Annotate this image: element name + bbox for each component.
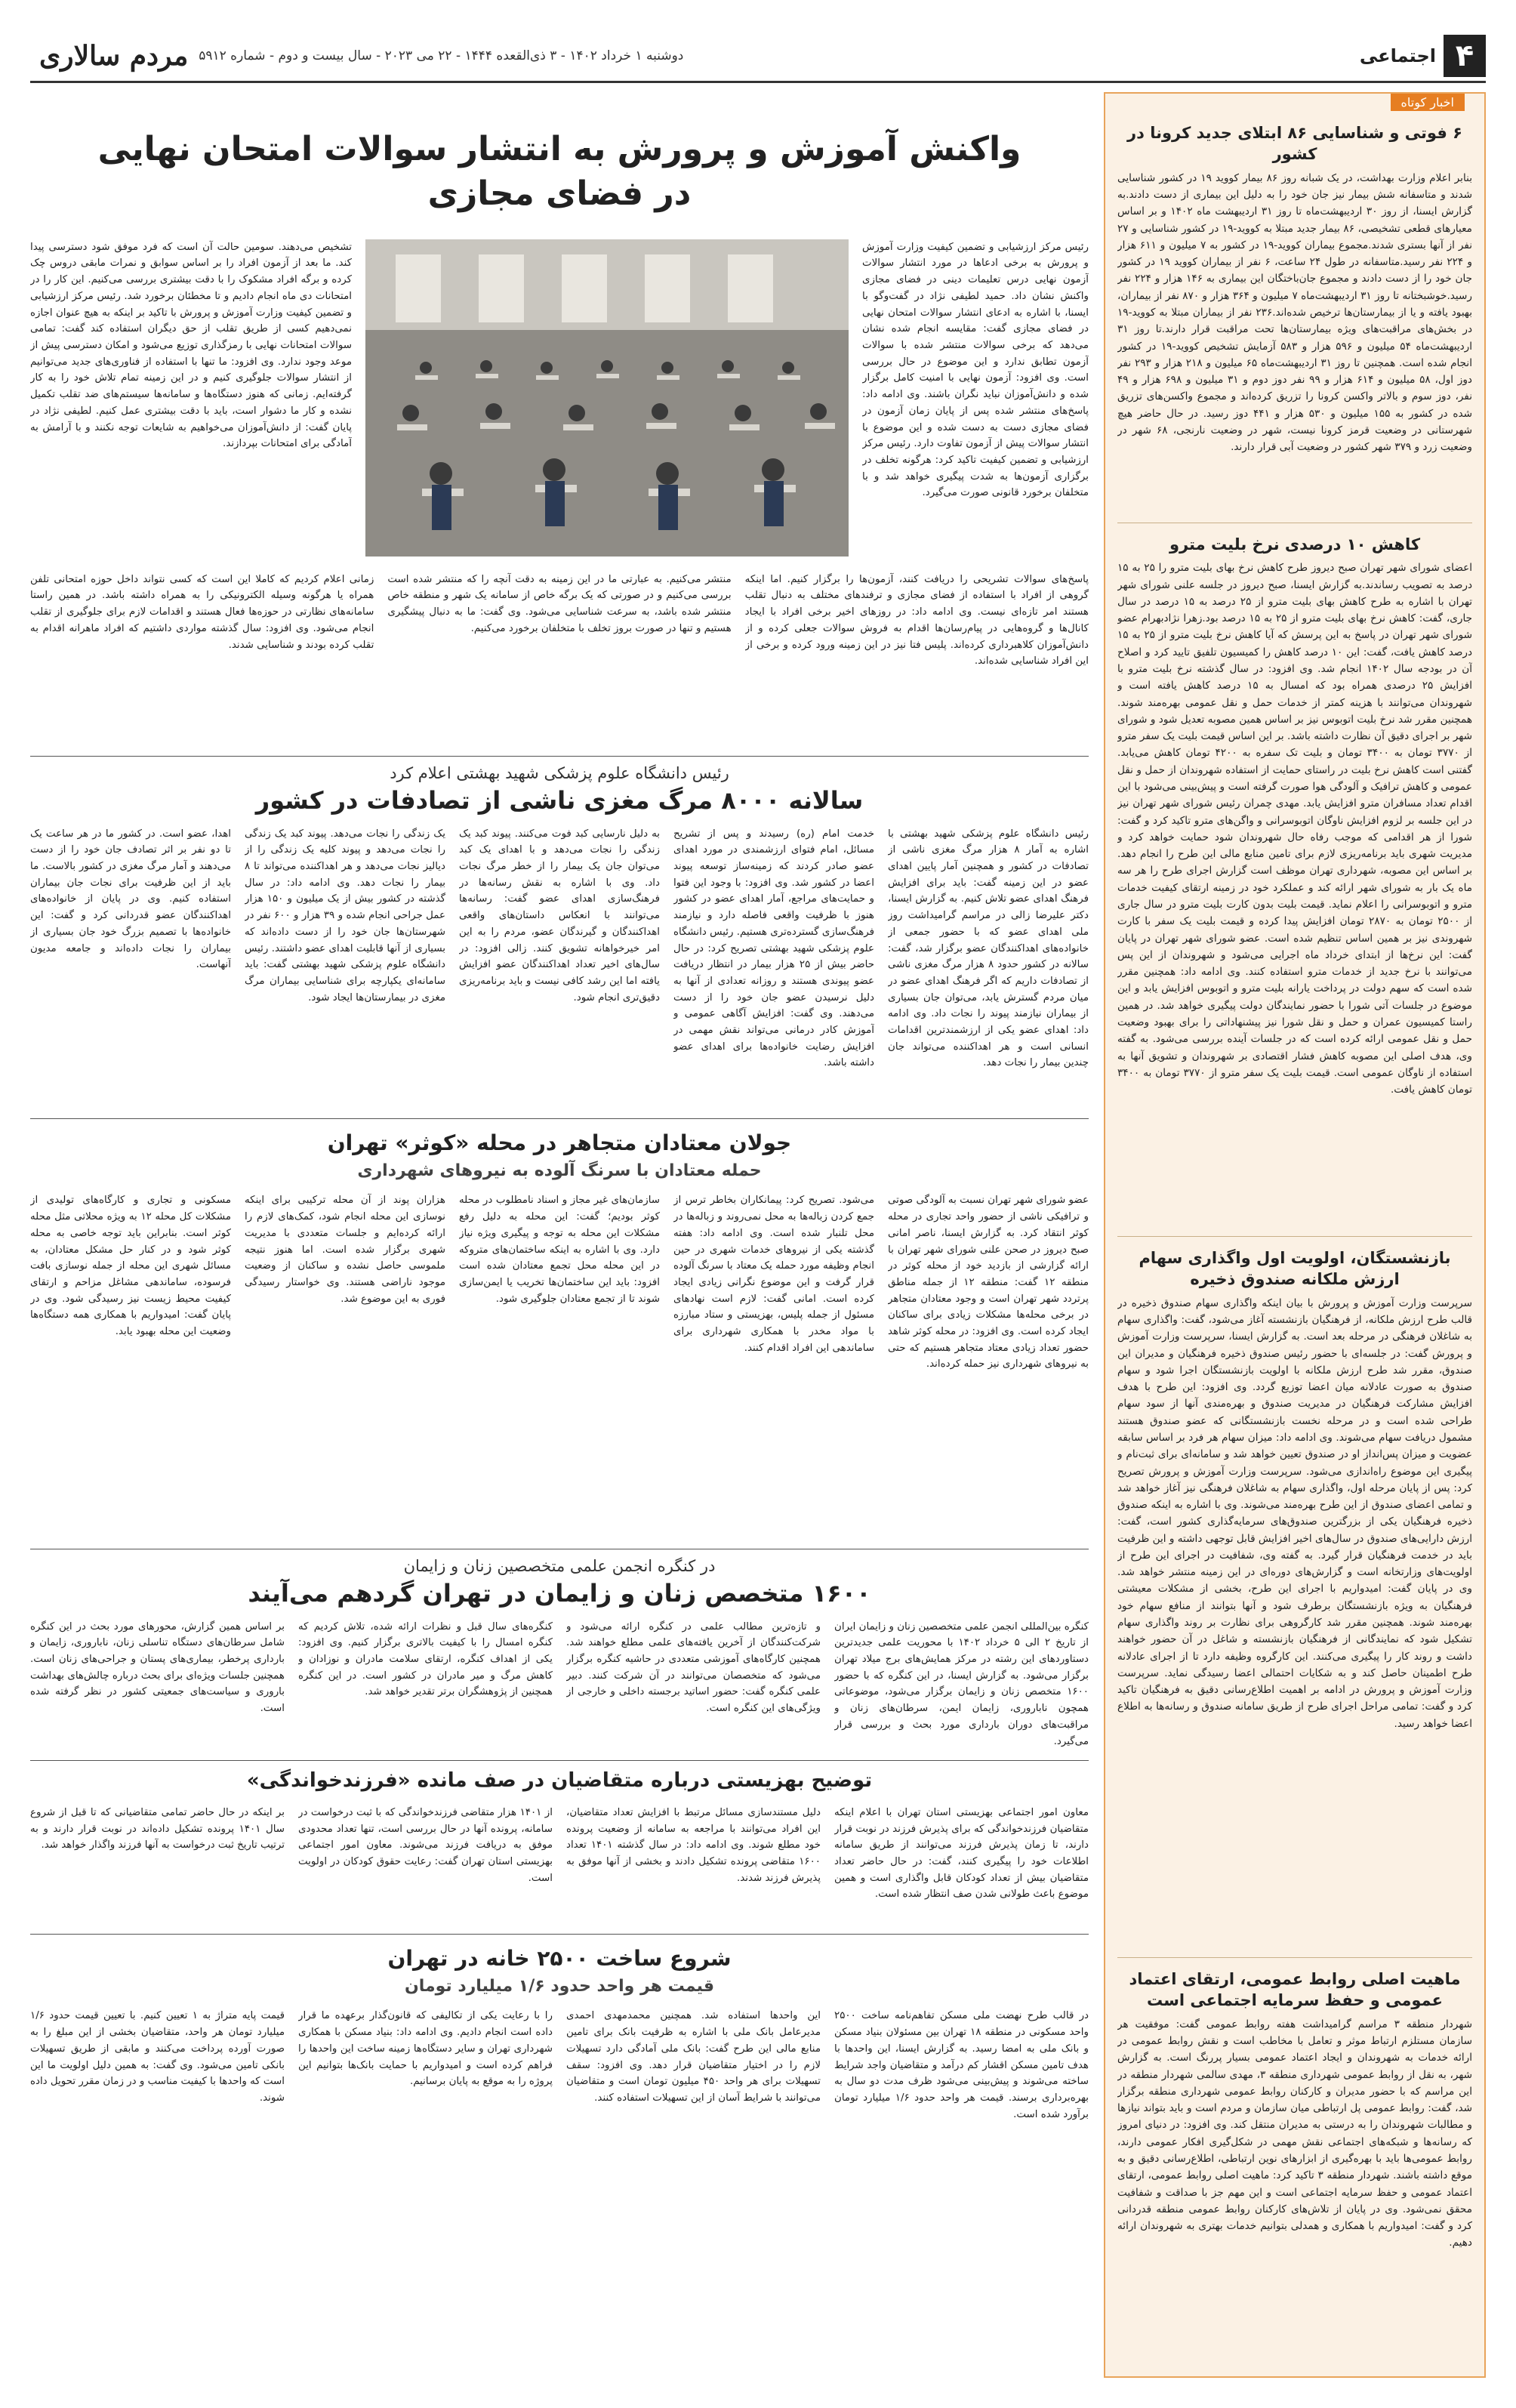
article-body xyxy=(30,2002,1089,2369)
article-column: تشخیص می‌دهند. سومین حالت آن است که فرد موفق شود دسترسی پیدا کند. ما بعد از آزمون افراد را بر اساس سوابق و نمرات مابقی دروس چک کرده و برگه افراد مشکوک را با دقت بیشتری بررسی می‌کنیم. این کار را در امتحانات دی ماه انجام دادیم و تا مخطئان برخورد شد. رئیس مرکز ارزشیابی و تضمین کیفیت وزارت آموزش و پرورش با تاکید بر اینکه به هیچ عنوان اجازه نمی‌دهیم کسی از طریق تقلب از حق دیگران استفاده کند گفت: تمامی سوالات امتحانات نهایی با رمزگذاری توزیع می‌شود و امکان دسترسی پیش از موعد وجود ندارد. وی افزود: ما تنها با استفاده از فناوری‌های جدید می‌توانیم از انتشار سوالات جلوگیری کنیم و در این زمینه تمام تلاش خود را به کار گرفته‌ایم. زمانی که هنوز دستگاه‌ها و سامانه‌ها سیستم‌های ضد تقلب تکمیل نشده و کار ما دشوار است، باید با دقت بیشتری عمل کنیم. لطیفی نژاد در پایان گفت: از دانش‌آموزان می‌خواهیم به شایعات توجه نکنند و با آرامش به آمادگی برای امتحانات بپردازند. xyxy=(30,241,352,450)
sidebar-news-title: ۶ فوتی و شناسایی ۸۶ ابتلای جدید کرونا در کشور xyxy=(1127,124,1462,164)
article-body xyxy=(30,820,1089,1119)
section-label xyxy=(1360,35,1486,77)
article-kicker: در کنگره انجمن علمی متخصصین زنان و زایمان xyxy=(403,1557,716,1575)
article-column: و تازه‌ترین مطالب علمی در کنگره ارائه می‌شود و شرکت‌کنندگان از آخرین یافته‌های علمی مطلع خواهند شد. همچنین کارگاه‌های آموزشی متعددی در حاشیه کنگره برگزار می‌شود که متخصصان می‌توانند در آن شرکت کنند. دبیر علمی کنگره گفت: حضور اساتید برجسته داخلی و خارجی از ویژگی‌های این کنگره است. xyxy=(566,1620,821,1715)
sidebar-news-body: بنابر اعلام وزارت بهداشت، در یک شبانه روز ۸۶ بیمار کووید ۱۹ در کشور شناسایی شدند و متاسفانه شش بیمار نیز جان خود را به دلیل این بیماری از دست دادند.به گزارش ایسنا، از روز ۳۰ اردیبهشت‌ماه تا روز ۳۱ اردیبهشت ماه ۱۴۰۲ و بر اساس معیارهای قطعی تشخیصی، ۸۶ بیمار جدید مبتلا به کووید-۱۹ در کشور شناسایی و ۲۷ نفر از آنها بستری شدند.مجموع بیماران کووید-۱۹ در کشور به ۷ میلیون و ۶۱۱ هزار و ۲۲۴ نفر رسید.متاسفانه در طول ۲۴ ساعت، ۶ نفر از بیماران کووید ۱۹ در کشور جان خود را از دست دادند و مجموع جان‌باختگان این بیماری به ۱۴۶ هزار و ۲۲۴ نفر رسید.خوشبختانه تا روز ۳۱ اردیبهشت‌ماه ۷ میلیون و ۳۶۴ هزار و ۸۷۰ نفر از بیماران، بهبود یافته و یا از بیمارستان‌ها ترخیص شده‌اند.۲۳۶ نفر از بیماران مبتلا به کووید-۱۹ در بخش‌های مراقبت‌های ویژه بیمارستان‌ها تحت مراقبت قرار دارند.تا روز ۳۱ اردیبهشت‌ماه ۵۴ میلیون و ۵۹۶ هزار و ۵۸۳ آزمایش تشخیص کووید-۱۹ در کشور انجام شده است. همچنین تا روز ۳۱ اردیبهشت‌ماه ۶۵ میلیون و ۲۱۸ هزار و ۲۹۳ نفر دوز اول، ۵۸ میلیون و ۶۱۴ هزار و ۹۹ نفر دوز دوم و ۳۱ میلیون و ۶۹۸ هزار و ۴۹ نفر، دوز سوم و بالاتر واکسن کرونا را تزریق کرده‌اند و مجموع واکسن‌های تزریق شده در کشور به ۱۵۵ میلیون و ۵۳۰ هزار و ۴۴۱ دوز رسید. در حال حاضر هیچ شهرستانی در وضعیت قرمز کرونا نیست، شهر در وضعیت نارنجی، ۶۸ شهر در وضعیت زرد و ۳۷۹ شهر کشور در وضعیت آبی قرار دارند. xyxy=(1117,171,1472,454)
article-column: قیمت پایه متراژ به ۱ تعیین کنیم. با تعیین قیمت حدود ۱/۶ میلیارد تومان هر واحد، متقاضیان بخشی از این مبلغ را به صورت آورده پرداخت می‌کنند و مابقی از طریق تسهیلات بانکی تامین می‌شود. وی گفت: به همین دلیل اولویت ما این است که واحدها با کیفیت مناسب و در زمان مقرر تحویل داده شوند. xyxy=(30,2010,285,2104)
article-column: مسکونی و تجاری و کارگاه‌های تولیدی از مشکلات کل محله ۱۲ به ویژه محلاتی مثل محله کوثر است. بنابراین باید توجه خاصی به محله کوثر شود و در کنار حل مشکل معتادان، به مسائل شهری این محله از جمله نوسازی بافت فرسوده، ساماندهی مشاغل مزاحم و ارتقای کیفیت محیط زیست نیز رسیدگی شود. وی در پایان گفت: امیدواریم با همکاری همه دستگاه‌ها وضعیت این محله بهبود یابد. xyxy=(30,1195,231,1338)
sidebar-news-title: ماهیت اصلی روابط عمومی، ارتقای اعتماد عمومی و حفظ سرمایه اجتماعی است xyxy=(1129,1970,1461,2010)
exam-hall-photo xyxy=(365,239,849,557)
article-body xyxy=(30,239,1089,564)
article-column: کنگره بین‌المللی انجمن علمی متخصصین زنان و زایمان ایران از تاریخ ۲ الی ۵ خرداد ۱۴۰۲ با محوریت علمی جدیدترین دستاوردهای این رشته در مرکز همایش‌های برج میلاد تهران برگزار می‌شود. به گزارش ایسنا، در این کنگره که با حضور ۱۶۰۰ متخصص زنان و زایمان برگزار می‌شود، موضوعاتی همچون ناباروری، زایمان ایمن، سرطان‌های زنان و مراقبت‌های دوران بارداری مورد بحث و بررسی قرار می‌گیرد. xyxy=(834,1620,1089,1747)
section-name: اجتماعی xyxy=(1359,45,1436,66)
article-column: اهدا، عضو است. در کشور ما در هر ساعت یک تا دو نفر بر اثر تصادف جان خود را از دست می‌دهند و آمار مرگ مغزی در کشور بالاست. ما باید از این ظرفیت برای نجات جان بیماران استفاده کنیم. وی در پایان از خانواده‌های اهداکنندگان عضو قدردانی کرد و گفت: این خانواده‌ها با تصمیم بزرگ خود جان بسیاری از بیماران را نجات داده‌اند و جامعه مدیون آنهاست. xyxy=(30,828,231,971)
article-column: معاون امور اجتماعی بهزیستی استان تهران با اعلام اینکه متقاضیان فرزندخواندگی که برای پذیرش فرزند در نوبت قرار دارند، تا زمان پذیرش فرزند می‌توانند از طریق سامانه اطلاعات خود را پیگیری کنند، گفت: در حال حاضر تعداد متقاضیان بیش از تعداد کودکان قابل واگذاری است و همین موضوع باعث طولانی شدن صف انتظار شده است. xyxy=(834,1806,1089,1901)
sidebar-news-body: شهردار منطقه ۳ مراسم گرامیداشت هفته روابط عمومی گفت: موفقیت هر سازمان مستلزم ارتباط موثر و تعامل با مخاطب است و نقش روابط عمومی در ارائه خدمات به شهروندان و ایجاد اعتماد عمومی بسیار پررنگ است. به گزارش شهر، به نقل از روابط عمومی شهرداری منطقه ۳، مهدی سالمی شهردار منطقه در این مراسم که با حضور مدیران و کارکنان روابط عمومی شهرداری منطقه برگزار شد، گفت: روابط عمومی پل ارتباطی میان سازمان و مردم است و باید بتواند نیازها و مطالبات شهروندان را به درستی به مدیران منتقل کند. وی افزود: در دنیای امروز که رسانه‌ها و شبکه‌های اجتماعی نقش مهمی در شکل‌گیری افکار عمومی دارند، روابط عمومی‌ها باید با بهره‌گیری از ابزارهای نوین ارتباطی، اطلاع‌رسانی دقیق و به موقع داشته باشند. شهردار منطقه ۳ تاکید کرد: ماهیت اصلی روابط عمومی، ارتقای اعتماد عمومی و حفظ سرمایه اجتماعی است و این مهم جز با صداقت و شفافیت محقق نمی‌شود. وی در پایان از تلاش‌های کارکنان روابط عمومی منطقه قدردانی کرد و گفت: امیدواریم با همکاری و همدلی بتوانیم خدمات بهتری به شهروندان ارائه دهیم. xyxy=(1117,2018,1472,2249)
article-subheadline: حمله معتادان با سرنگ آلوده به نیروهای شهرداری xyxy=(357,1161,762,1181)
article-column: رئیس دانشگاه علوم پزشکی شهید بهشتی با اشاره به آمار ۸ هزار مرگ مغزی ناشی از تصادفات در کشور و همچنین آمار پایین اهدای عضو در این زمینه گفت: باید برای افزایش فرهنگ اهدای عضو تلاش کنیم. به گزارش ایسنا، دکتر علیرضا زالی در مراسم گرامیداشت روز ملی اهدای عضو که با حضور جمعی از خانواده‌های اهداکنندگان عضو برگزار شد، گفت: سالانه در کشور حدود ۸ هزار مرگ مغزی ناشی از تصادفات داریم که اگر فرهنگ اهدای عضو در میان مردم گسترش یابد، می‌توان جان بسیاری از بیماران نیازمند پیوند را نجات داد. وی ادامه داد: اهدای عضو یکی از ارزشمندترین اقدامات انسانی است و هر اهداکننده می‌تواند جان چندین بیمار را نجات دهد. xyxy=(888,828,1089,1069)
sidebar-news-item xyxy=(1117,1247,1472,1950)
article-exam-questions xyxy=(30,92,1089,757)
newspaper-logo: مردم سالاری xyxy=(39,39,189,72)
article-gynecology-congress xyxy=(30,1549,1089,1761)
article-column: رئیس مرکز ارزشیابی و تضمین کیفیت وزارت آموزش و پرورش به برخی ادعاها در مورد انتشار سوالات آزمون نهایی درس تعلیمات دینی در فضای مجازی واکنش نشان داد. حمید لطیفی نژاد در گفت‌وگو با ایسنا، با اشاره به ادعای انتشار سوالات امتحان نهایی در فضای مجازی گفت: مقایسه انجام شده نشان می‌دهد که برخی سوالات منتشر شده با سوالات آزمون تطابق ندارد و این موضوع در حال بررسی است. وی افزود: آزمون نهایی با امنیت کامل برگزار شده و دانش‌آموزان نباید نگران باشند. وی ادامه داد: پاسخ‌های منتشر شده پس از پایان زمان آزمون در فضای مجازی دست به دست شده و این موضوع با انتشار سوالات پیش از آزمون تفاوت دارد. رئیس مرکز ارزشیابی و تضمین کیفیت تاکید کرد: هرگونه تخلف در برگزاری آزمون‌ها به شدت پیگیری خواهد شد و با متخلفان برخورد قانونی صورت می‌گیرد. xyxy=(862,241,1089,499)
article-column: به دلیل نارسایی کبد فوت می‌کنند. پیوند کبد یک زندگی را نجات می‌دهد و با اهدای یک کبد می‌توان جان یک بیمار را از خطر مرگ نجات داد. وی با اشاره به نقش رسانه‌ها در فرهنگ‌سازی اهدای عضو گفت: رسانه‌ها می‌توانند با انعکاس داستان‌های واقعی اهداکنندگان و گیرندگان عضو، مردم را به این امر خیرخواهانه تشویق کنند. زالی افزود: در سال‌های اخیر تعداد اهداکنندگان عضو افزایش یافته اما این رشد کافی نیست و باید برنامه‌ریزی دقیق‌تری انجام شود. xyxy=(459,828,660,1004)
article-body-lower xyxy=(30,572,1089,723)
article-column: بر اینکه در حال حاضر تمامی متقاضیانی که تا قبل از شروع سال ۱۴۰۱ پرونده تشکیل داده‌اند در نوبت قرار دارند و به ترتیب تاریخ ثبت درخواست به آنها فرزند واگذار خواهد شد. xyxy=(30,1806,285,1851)
article-housing xyxy=(30,1935,1089,2373)
article-headline: ۱۶۰۰ متخصص زنان و زایمان در تهران گردهم می‌آیند xyxy=(248,1579,871,1608)
sidebar-tag: اخبار کوتاه xyxy=(1391,94,1465,111)
article-adoption xyxy=(30,1761,1089,1935)
article-kowsar-addicts xyxy=(30,1119,1089,1549)
article-column: یک زندگی را نجات می‌دهد. پیوند کبد یک زندگی را نجات می‌دهد و پیوند کلیه یک زندگی را از دیالیز نجات می‌دهد و هر اهداکننده می‌تواند تا ۸ بیمار را نجات دهد. وی ادامه داد: در سال گذشته در کشور بیش از یک میلیون و ۱۵۰ هزار عمل جراحی انجام شده و ۳۹ هزار و ۶۰۰ نفر در شهرستان‌ها جان خود را از دست داده‌اند که بسیاری از آنها قابلیت اهدای عضو داشتند. رئیس دانشگاه علوم پزشکی شهید بهشتی گفت: باید سامانه‌ای یکپارچه برای شناسایی بیماران مرگ مغزی در بیمارستان‌ها ایجاد شود. xyxy=(245,828,445,1004)
issue-info xyxy=(30,40,683,72)
article-column: سازمان‌های غیر مجاز و اسناد نامطلوب در محله کوثر بودیم؛ گفت: این محله به دلیل رفع مشکلات این محله به توجه و پیگیری ویژه نیاز دارد. وی با اشاره به اینکه ساختمان‌های متروکه در این محله محل تجمع معتادان شده است افزود: باید این ساختمان‌ها تخریب یا ایمن‌سازی شوند تا از تجمع معتادان جلوگیری شود. xyxy=(459,1195,660,1305)
sidebar-news-body: اعضای شورای شهر تهران صبح دیروز طرح کاهش نرخ بهای بلیت مترو را ۲۵ به ۱۵ درصد به تصویب رساندند.به گزارش ایسنا، صبح دیروز در جلسه علنی شورای شهر تهران با اشاره به طرح کاهش بهای بلیت مترو از ۲۵ درصد به ۱۵ درصد در سال جاری، گفت: کاهش نرخ بهای بلیت مترو از ۲۵ به ۱۵ درصد بود.زهرا نژادبهرام عضو شورای شهر تهران در پاسخ به این پرسش که آیا کاهش نرخ بلیت مترو از ۲۵ به ۱۵ درصد کاهش یافت، گفت: این ۱۰ درصد کاهش را کمیسیون تلفیق تایید کرد و اصلاح آن در بودجه سال ۱۴۰۲ انجام شد. وی افزود: در سال گذشته نرخ بلیت مترو با افزایش ۲۵ درصدی همراه بود که امسال به ۱۵ درصد کاهش یافته است و شهروندان می‌توانند با هزینه کمتر از خدمات حمل و نقل عمومی بهره‌مند شوند. همچنین مقرر شد نرخ بلیت اتوبوس نیز بر اساس همین مصوبه تعدیل شود و شورای شهر بر اجرای دقیق آن نظارت داشته باشد. بر این اساس قیمت بلیت یک سفر مترو از ۳۷۷۰ تومان به ۳۴۰۰ تومان و بلیت تک سفره به ۴۲۰۰ تومان کاهش می‌یابد. گفتنی است کاهش نرخ بلیت در راستای حمایت از استفاده شهروندان از حمل و نقل عمومی و کاهش ترافیک و آلودگی هوا صورت گرفته است و پیش‌بینی می‌شود با این اقدام تعداد مسافران مترو افزایش یابد. مهدی چمران رئیس شورای شهر تهران نیز در این جلسه بر لزوم افزایش ناوگان اتوبوسرانی و واگن‌های مترو تاکید کرد و گفت: شورا از هر اقدامی که موجب رفاه حال شهروندان شود حمایت خواهد کرد و مدیریت شهری باید برنامه‌ریزی لازم برای تامین منابع مالی این طرح را انجام دهد. بر اساس این مصوبه، شهرداری تهران موظف است گزارش اجرای طرح را هر سه ماه یک بار به شورای شهر ارائه کند و عملکرد خود در زمینه ارتقای کیفیت خدمات مترو و اتوبوسرانی را اعلام نماید. قیمت بلیت بدون کارت بلیت مترو در سال جاری از ۲۵۰۰ تومان به ۲۸۷۰ تومان افزایش پیدا کرده و قیمت بلیت یک سفر با کارت شهروندی نیز بر همین اساس تنظیم شده است. عضو شورای شهر تهران در پایان گفت: این نرخ‌ها از ابتدای خرداد ماه اجرایی می‌شود و شهروندان از این پس می‌توانند با نرخ جدید از خدمات مترو استفاده کنند. وی ادامه داد: همچنین مقرر شده است که سهم دولت در پرداخت یارانه بلیت مترو و اتوبوس افزایش یابد و این موضوع در جلسات آتی شورا با حضور نمایندگان دولت پیگیری خواهد شد. در همین راستا کمیسیون عمران و حمل و نقل شورا نیز پیشنهاداتی را برای بهبود وضعیت حمل و نقل عمومی ارائه کرده است که در جلسات آینده بررسی می‌شود. به گفته وی، هدف اصلی این مصوبه کاهش فشار اقتصادی بر شهروندان و تشویق آنها به استفاده از ناوگان عمومی است. قیمت بلیت یک سفر مترو از ۳۷۷۰ تومان به ۳۴۰۰ تومان کاهش یافت. xyxy=(1117,562,1472,1096)
article-brain-death xyxy=(30,757,1089,1119)
article-body xyxy=(30,1613,1089,1761)
section-number: ۴ xyxy=(1444,35,1486,77)
article-headline: سالانه ۸۰۰۰ مرگ مغزی ناشی از تصادفات در کشور xyxy=(255,786,864,815)
article-column: می‌شود. تصریح کرد: پیمانکاران بخاطر ترس از جمع کردن زباله‌ها به محل نمی‌روند و زباله‌ها در محل تلنبار شده است. وی ادامه داد: هفته گذشته یکی از نیروهای خدمات شهری در حین انجام وظیفه مورد حمله یک معتاد با سرنگ آلوده قرار گرفت و این موضوع نگرانی زیادی ایجاد کرده است. امانی گفت: لازم است نهادهای مسئول از جمله پلیس، بهزیستی و ستاد مبارزه با مواد مخدر با همکاری شهرداری برای ساماندهی این افراد اقدام کنند. xyxy=(673,1195,874,1354)
article-headline: شروع ساخت ۲۵۰۰ خانه در تهران xyxy=(387,1946,732,1971)
article-column: عضو شورای شهر تهران نسبت به آلودگی صوتی و ترافیکی ناشی از حضور واحد تجاری در محله کوثر انتقاد کرد. به گزارش ایسنا، ناصر امانی صبح دیروز در صحن علنی شورای شهر تهران با ارائه گزارشی از بازدید خود از محله کوثر در منطقه ۱۲ گفت: منطقه ۱۲ از جمله مناطق پرتردد شهر تهران است و وجود معتادان متجاهر در برخی محله‌ها مشکلات زیادی برای ساکنان ایجاد کرده است. وی افزود: در محله کوثر شاهد حضور تعداد زیادی معتاد متجاهر هستیم که حتی به نیروهای شهرداری نیز حمله کرده‌اند. xyxy=(888,1195,1089,1370)
page-header xyxy=(30,30,1486,83)
article-column: کنگره‌های سال قبل و نظرات ارائه شده، تلاش کردیم که کنگره امسال را با کیفیت بالاتری برگزار کنیم. وی افزود: یکی از اهداف کنگره، ارتقای سلامت مادران و نوزادان و کاهش مرگ و میر مادران در کشور است. در این کنگره همچنین از پژوهشگران برتر تقدیر خواهد شد. xyxy=(298,1620,553,1698)
main-content xyxy=(30,92,1089,2378)
article-body xyxy=(30,1799,1089,1939)
article-headline: جولان معتادان متجاهر در محله «کوثر» تهران xyxy=(327,1130,792,1155)
sidebar-news-title: کاهش ۱۰ درصدی نرخ بلیت مترو xyxy=(1169,535,1421,553)
article-column: در قالب طرح نهضت ملی مسکن تفاهم‌نامه ساخت ۲۵۰۰ واحد مسکونی در منطقه ۱۸ تهران بین مسئولان بنیاد مسکن و بانک ملی به امضا رسید. به گزارش ایسنا، این واحدها با هدف تامین مسکن اقشار کم درآمد و متقاضیان واجد شرایط ساخته می‌شوند و پیش‌بینی می‌شود ظرف مدت دو سال به بهره‌برداری برسند. قیمت هر واحد حدود ۱/۶ میلیارد تومان برآورد شده است. xyxy=(834,2010,1089,2120)
issue-date-line: دوشنبه ۱ خرداد ۱۴۰۲ - ۳ ذی‌القعده ۱۴۴۴ - ۲۲ می ۲۰۲۳ - سال بیست و دوم - شماره ۵۹۱۲ xyxy=(199,48,684,63)
article-headline: توضیح بهزیستی درباره متقاضیان در صف مانده «فرزندخواندگی» xyxy=(246,1769,873,1792)
article-column: زمانی اعلام کردیم که کاملا این است که کسی نتواند داخل حوزه امتحانی تلفن همراه یا هرگونه وسیله الکترونیکی را به همراه داشته باشد. در همین راستا سامانه‌های نظارتی در حوزه‌ها فعال هستند و اقدامات لازم برای جلوگیری از تقلب انجام می‌شود. وی افزود: سال گذشته مواردی داشتیم که افراد ماهرانه اقدام به تقلب کرده بودند و شناسایی شدند. xyxy=(30,573,374,651)
article-body xyxy=(30,1186,1089,1531)
divider xyxy=(1117,1236,1472,1237)
article-column: این واحدها استفاده شد. همچنین محمدمهدی احمدی مدیرعامل بانک ملی با اشاره به ظرفیت بانک برای تامین منابع مالی این طرح گفت: بانک ملی آمادگی دارد تسهیلات لازم را در اختیار متقاضیان قرار دهد. وی افزود: سقف تسهیلات برای هر واحد ۴۵۰ میلیون تومان است و متقاضیان می‌توانند با شرایط آسان از این تسهیلات استفاده کنند. xyxy=(566,2010,821,2104)
article-column: از ۱۴۰۱ هزار متقاضی فرزندخواندگی که با ثبت درخواست در سامانه، پرونده آنها در حال بررسی است، تنها تعداد محدودی موفق به دریافت فرزند می‌شوند. معاون امور اجتماعی بهزیستی استان تهران گفت: رعایت حقوق کودکان در اولویت است. xyxy=(298,1806,553,1884)
article-column: را با رعایت یکی از تکالیفی که قانون‌گذار برعهده ما قرار داده است انجام دادیم. وی ادامه داد: بنیاد مسکن با همکاری شهرداری تهران و سایر دستگاه‌ها زمینه ساخت این واحدها را فراهم کرده است و امیدواریم با حمایت بانک‌ها بتوانیم این پروژه را به موقع به پایان برسانیم. xyxy=(298,2010,553,2088)
article-column: هزاران پوند از آن محله ترکیبی برای اینکه نوسازی این محله انجام شود، کمک‌های لازم را ارائه کرده‌ایم و جلسات متعددی با مدیریت شهری برگزار شده است. اما هنوز نتیجه ملموسی حاصل نشده و ساکنان از وضعیت موجود ناراضی هستند. وی خواستار رسیدگی فوری به این موضوع شد. xyxy=(245,1195,445,1305)
sidebar-news-title: بازنشستگان، اولویت اول واگذاری سهام ارزش ملکانه صندوق ذخیره xyxy=(1139,1249,1451,1289)
article-column: دلیل مستندسازی مسائل مرتبط با افزایش تعداد متقاضیان، این افراد می‌توانند با مراجعه به سامانه از وضعیت پرونده خود مطلع شوند. وی ادامه داد: در سال گذشته ۱۴۰۱ تعداد ۱۶۰۰ متقاضی پرونده تشکیل دادند و بخشی از آنها موفق به پذیرش فرزند شدند. xyxy=(566,1806,821,1884)
divider xyxy=(1117,1957,1472,1958)
article-column: بر اساس همین گزارش، محورهای مورد بحث در این کنگره شامل سرطان‌های دستگاه تناسلی زنان، ناباروری، زایمان و بارداری پرخطر، بیماری‌های پستان و جراحی‌های زنان است. همچنین جلسات ویژه‌ای برای بحث درباره چالش‌های بهداشت باروری و سیاست‌های جمعیتی کشور در نظر گرفته شده است. xyxy=(30,1620,285,1715)
article-kicker: رئیس دانشگاه علوم پزشکی شهید بهشتی اعلام کرد xyxy=(390,764,729,782)
article-column: خدمت امام (ره) رسیدند و پس از تشریح مسائل، امام فتوای ارزشمندی در مورد اهدای عضو صادر کردند که زمینه‌ساز توسعه پیوند اعضا در کشور شد. وی افزود: با وجود این فتوا و حمایت‌های مراجع، آمار اهدای عضو در کشور هنوز با ظرفیت واقعی فاصله دارد و نیازمند فرهنگ‌سازی گسترده‌تری هستیم. رئیس دانشگاه علوم پزشکی شهید بهشتی تصریح کرد: در حال حاضر بیش از ۲۵ هزار بیمار در انتظار دریافت عضو پیوندی هستند و روزانه تعدادی از آنها به دلیل نرسیدن عضو جان خود را از دست می‌دهند. وی گفت: افزایش آگاهی عمومی و آموزش کادر درمانی می‌تواند نقش مهمی در افزایش رضایت خانواده‌ها برای اهدای عضو داشته باشد. xyxy=(673,828,874,1069)
sidebar-news-item xyxy=(1117,534,1472,1229)
sidebar-news-item xyxy=(1117,122,1472,515)
article-column: پاسخ‌های سوالات تشریحی را دریافت کنند، آزمون‌ها را برگزار کنیم. اما اینکه گروهی از افراد با استفاده از فضای مجازی و ترفندهای مختلف به دنبال تقلب هستند امر تازه‌ای نیست. وی ادامه داد: در روزهای اخیر برخی افراد با ایجاد کانال‌ها و گروه‌هایی در پیام‌رسان‌ها اقدام به فروش سوالات جعلی کرده و از دانش‌آموزان کلاهبرداری کرده‌اند. پلیس فتا نیز در این زمینه ورود کرده و برخی از این افراد شناسایی شده‌اند. xyxy=(744,573,1089,668)
sidebar-news-item xyxy=(1117,1969,1472,2361)
article-headline: واکنش آموزش و پرورش به انتشار سوالات امتحان نهایی در فضای مجازی xyxy=(97,130,1021,214)
article-column: منتشر می‌کنیم. به عبارتی ما در این زمینه به دقت آنچه را که منتشر شده است بررسی می‌کنیم و در صورتی که یک برگه خاص از سامانه یک شهر و منطقه خاص منتشر شده باشد، به سرعت شناسایی می‌شود. وی گفت: ما به دنبال پیشگیری هستیم و تنها در صورت بروز تخلف با متخلفان برخورد می‌کنیم. xyxy=(387,573,732,634)
sidebar-news-body: سرپرست وزارت آموزش و پرورش با بیان اینکه واگذاری سهام صندوق ذخیره در قالب طرح ارزش ملکانه، از فرهنگیان بازنشسته آغاز می‌شود، گفت: واگذاری سهام به شاغلان فرهنگی در مرحله بعد است. به گزارش ایسنا، سرپرست وزارت آموزش و پرورش گفت: در جلسه‌ای با حضور رئیس صندوق ذخیره فرهنگیان و مدیران این صندوق، مقرر شد طرح ارزش ملکانه با اولویت بازنشستگان اجرا شود و سهام صندوق به صورت عادلانه میان اعضا توزیع گردد. وی افزود: این طرح با هدف افزایش مشارکت فرهنگیان در مدیریت صندوق و بهره‌مندی آنها از سود سهام طراحی شده است و در مرحله نخست بازنشستگانی که عضو صندوق هستند مشمول دریافت سهام می‌شوند. وی ادامه داد: میزان سهام هر فرد بر اساس سابقه عضویت و میزان پس‌انداز او در صندوق تعیین خواهد شد و سامانه‌ای برای ثبت‌نام و پیگیری این موضوع راه‌اندازی می‌شود. سرپرست وزارت آموزش و پرورش تصریح کرد: پس از پایان مرحله اول، واگذاری سهام به شاغلان فرهنگی نیز آغاز خواهد شد و تمامی اعضای صندوق از این طرح بهره‌مند می‌شوند. وی با اشاره به اینکه صندوق ذخیره فرهنگیان یکی از بزرگترین صندوق‌های سرمایه‌گذاری کشور است، گفت: ارزش دارایی‌های صندوق در سال‌های اخیر افزایش قابل توجهی داشته و این ظرفیت باید در خدمت فرهنگیان قرار گیرد. به گفته وی، شفافیت در اجرای این طرح از اولویت‌های وزارتخانه است و گزارش‌های دوره‌ای در این زمینه منتشر خواهد شد. وی در پایان گفت: امیدواریم با اجرای این طرح، بخشی از مشکلات معیشتی فرهنگیان به ویژه بازنشستگان برطرف شود و آنها بتوانند از منافع سهام خود بهره‌مند شوند. همچنین مقرر شد کارگروهی برای نظارت بر روند واگذاری سهام تشکیل شود که نمایندگانی از فرهنگیان بازنشسته و شاغل در آن حضور خواهند داشت و روند کار را پیگیری می‌کنند. این کارگروه وظیفه دارد تا از اجرای عادلانه طرح اطمینان حاصل کند و به شکایات احتمالی اعضا رسیدگی نماید. سرپرست وزارت آموزش و پرورش در ادامه بر اهمیت اطلاع‌رسانی دقیق به فرهنگیان تاکید کرد و گفت: تمامی مراحل اجرای طرح از طریق سامانه صندوق و رسانه‌ها به اطلاع اعضا خواهد رسید. xyxy=(1117,1296,1472,1730)
short-news-sidebar xyxy=(1104,92,1486,2378)
article-subheadline: قیمت هر واحد حدود ۱/۶ میلیارد تومان xyxy=(404,1977,714,1996)
